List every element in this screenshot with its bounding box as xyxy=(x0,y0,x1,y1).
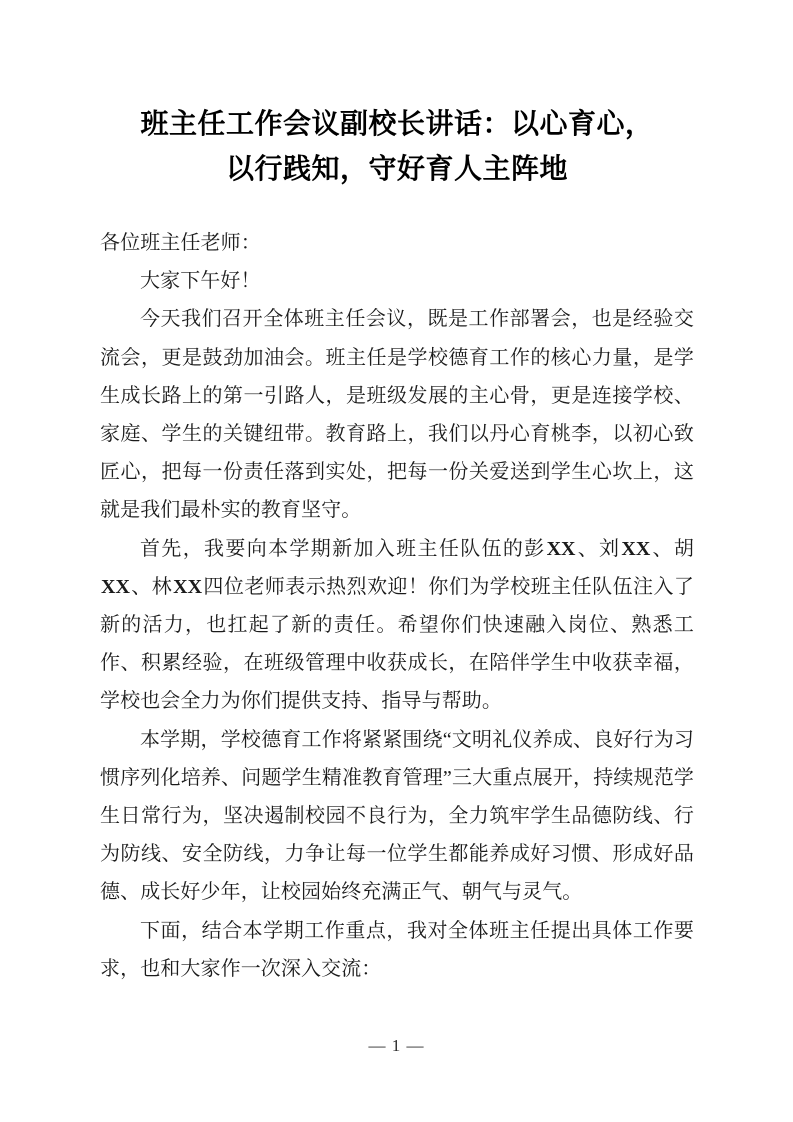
text-run: 、刘 xyxy=(576,537,621,560)
paragraph-salutation: 各位班主任老师： xyxy=(100,232,261,254)
text-run: 首先，我要向本学期新加入班主任队伍的彭 xyxy=(140,537,546,560)
page-number-footer: — 1 — xyxy=(368,1036,425,1055)
teacher-name-placeholder: XX xyxy=(173,575,203,598)
page-title-line-2: 以行践知，守好育人主阵地 xyxy=(225,153,568,184)
text-run: 四位老师表示热烈欢迎！你们为学校班主任队伍注入了新的活力，也扛起了新的责任。希望你们快速融入岗位、熟悉工作、积累经验，在班级管理中收获成长，在陪伴学生中收获幸福，学校也会全力为你们提供支持、指导与帮助。 xyxy=(100,575,695,713)
page-title xyxy=(100,101,694,191)
paragraph-opening-remarks: 今天我们召开全体班主任会议，既是工作部署会，也是经验交流会，更是鼓劲加油会。班主任是学校德育工作的核心力量，是学生成长路上的第一引路人，是班级发展的主心骨，更是连接学校、家庭、学生的关键纽带。教育路上，我们以丹心育桃李，以初心致匠心，把每一份责任落到实处，把每一份关爱送到学生心坎上，这就是我们最朴实的教育坚守。 xyxy=(100,308,694,522)
page-title-line-1: 班主任工作会议副校长讲话：以心育心， xyxy=(140,108,654,139)
teacher-name-placeholder: XX xyxy=(621,537,651,560)
paragraph-greeting: 大家下午好！ xyxy=(140,270,261,293)
paragraph-transition-to-requirements: 下面，结合本学期工作重点，我对全体班主任提出具体工作要求，也和大家作一次深入交流： xyxy=(100,919,694,980)
text-run: 、林 xyxy=(130,575,173,598)
text-run: 、胡 xyxy=(651,537,695,560)
teacher-name-placeholder: XX xyxy=(101,575,130,598)
teacher-name-placeholder: XX xyxy=(546,537,576,560)
paragraph-welcome-new-teachers xyxy=(100,530,694,721)
document-body xyxy=(100,224,694,988)
paragraph-semester-focus: 本学期，学校德育工作将紧紧围绕“文明礼仪养成、良好行为习惯序列化培养、问题学生精准教育管理”三大重点展开，持续规范学生日常行为，坚决遏制校园不良行为，全力筑牢学生品德防线、行为防线、安全防线，力争让每一位学生都能养成好习惯、形成好品德、成长好少年，让校园始终充满正气、朝气与灵气。 xyxy=(100,728,694,904)
